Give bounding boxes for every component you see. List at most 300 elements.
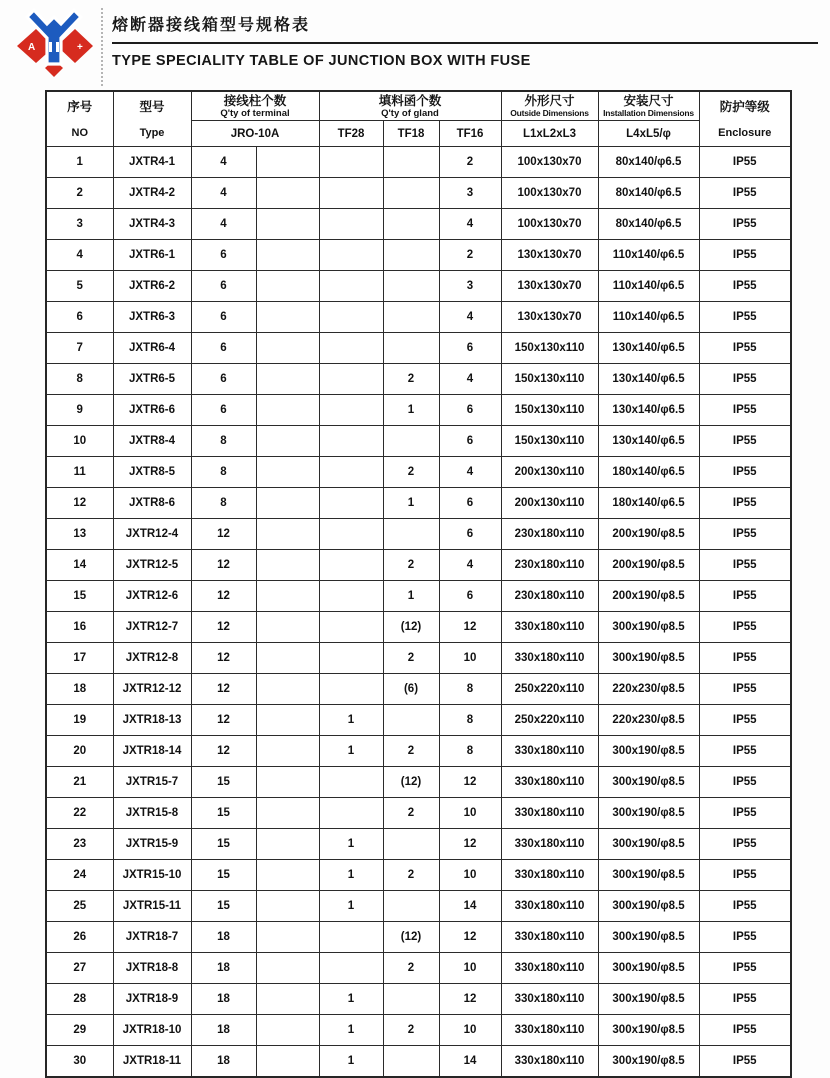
cell-gland-tf28 xyxy=(319,457,383,488)
cell-gland-tf16: 10 xyxy=(439,1015,501,1046)
cell-type: JXTR12-6 xyxy=(113,581,191,612)
cell-gland-tf18: 2 xyxy=(383,736,439,767)
cell-gland-tf28: 1 xyxy=(319,1046,383,1078)
cell-type: JXTR6-4 xyxy=(113,333,191,364)
cell-installation-dimensions: 130x140/φ6.5 xyxy=(598,333,699,364)
cell-gland-tf18: 1 xyxy=(383,395,439,426)
cell-installation-dimensions: 300x190/φ8.5 xyxy=(598,891,699,922)
cell-installation-dimensions: 300x190/φ8.5 xyxy=(598,643,699,674)
cell-gland-tf28 xyxy=(319,550,383,581)
table-header xyxy=(46,91,791,147)
cell-gland-tf16: 4 xyxy=(439,550,501,581)
cell-type: JXTR8-4 xyxy=(113,426,191,457)
cell-outside-dimensions: 330x180x110 xyxy=(501,860,598,891)
cell-installation-dimensions: 300x190/φ8.5 xyxy=(598,953,699,984)
cell-gland-tf16: 14 xyxy=(439,891,501,922)
cell-type: JXTR15-9 xyxy=(113,829,191,860)
cell-gland-tf18: 2 xyxy=(383,364,439,395)
cell-type: JXTR15-7 xyxy=(113,767,191,798)
cell-terminal-spare xyxy=(256,953,319,984)
header-outside-dim xyxy=(501,91,598,121)
cell-type: JXTR6-2 xyxy=(113,271,191,302)
cell-type: JXTR15-8 xyxy=(113,798,191,829)
cell-type: JXTR18-14 xyxy=(113,736,191,767)
cell-type: JXTR6-5 xyxy=(113,364,191,395)
cell-terminal-jro10a: 8 xyxy=(191,457,256,488)
cell-no: 20 xyxy=(46,736,113,767)
cell-terminal-jro10a: 6 xyxy=(191,240,256,271)
table-row xyxy=(46,333,791,364)
table-row xyxy=(46,271,791,302)
cell-outside-dimensions: 230x180x110 xyxy=(501,519,598,550)
cell-gland-tf16: 10 xyxy=(439,643,501,674)
page-title-english: TYPE SPECIALITY TABLE OF JUNCTION BOX WITH FUSE xyxy=(112,53,531,69)
cell-gland-tf28 xyxy=(319,333,383,364)
cell-installation-dimensions: 300x190/φ8.5 xyxy=(598,798,699,829)
cell-gland-tf28: 1 xyxy=(319,891,383,922)
cell-gland-tf16: 10 xyxy=(439,953,501,984)
cell-installation-dimensions: 300x190/φ8.5 xyxy=(598,1015,699,1046)
cell-type: JXTR4-2 xyxy=(113,178,191,209)
cell-type: JXTR12-4 xyxy=(113,519,191,550)
cell-gland-tf18: 2 xyxy=(383,953,439,984)
cell-gland-tf18 xyxy=(383,1046,439,1078)
cell-no: 25 xyxy=(46,891,113,922)
cell-terminal-spare xyxy=(256,674,319,705)
cell-gland-tf18 xyxy=(383,426,439,457)
cell-type: JXTR4-1 xyxy=(113,147,191,178)
cell-installation-dimensions: 80x140/φ6.5 xyxy=(598,178,699,209)
cell-terminal-jro10a: 6 xyxy=(191,333,256,364)
cell-gland-tf18: (6) xyxy=(383,674,439,705)
cell-gland-tf16: 6 xyxy=(439,519,501,550)
cell-enclosure: IP55 xyxy=(699,271,791,302)
cell-type: JXTR12-8 xyxy=(113,643,191,674)
cell-gland-tf16: 4 xyxy=(439,364,501,395)
cell-gland-tf28 xyxy=(319,178,383,209)
cell-enclosure: IP55 xyxy=(699,364,791,395)
cell-type: JXTR15-10 xyxy=(113,860,191,891)
cell-type: JXTR18-8 xyxy=(113,953,191,984)
table-row xyxy=(46,705,791,736)
cell-gland-tf16: 4 xyxy=(439,302,501,333)
cell-enclosure: IP55 xyxy=(699,581,791,612)
table-row xyxy=(46,550,791,581)
cell-type: JXTR6-6 xyxy=(113,395,191,426)
cell-type: JXTR6-3 xyxy=(113,302,191,333)
cell-gland-tf18: 2 xyxy=(383,860,439,891)
title-divider xyxy=(112,42,818,44)
table-row xyxy=(46,736,791,767)
cell-no: 12 xyxy=(46,488,113,519)
cell-terminal-spare xyxy=(256,519,319,550)
cell-gland-tf28 xyxy=(319,147,383,178)
cell-outside-dimensions: 130x130x70 xyxy=(501,271,598,302)
svg-text:A: A xyxy=(28,42,36,53)
table-row xyxy=(46,612,791,643)
table-row xyxy=(46,457,791,488)
cell-gland-tf16: 3 xyxy=(439,178,501,209)
header-type-zh: 型号 xyxy=(139,99,165,114)
cell-gland-tf18 xyxy=(383,333,439,364)
cell-enclosure: IP55 xyxy=(699,860,791,891)
cell-terminal-jro10a: 12 xyxy=(191,643,256,674)
cell-gland-tf16: 12 xyxy=(439,829,501,860)
cell-gland-tf16: 4 xyxy=(439,209,501,240)
cell-no: 21 xyxy=(46,767,113,798)
cell-terminal-spare xyxy=(256,829,319,860)
cell-outside-dimensions: 150x130x110 xyxy=(501,333,598,364)
cell-type: JXTR8-6 xyxy=(113,488,191,519)
cell-gland-tf16: 8 xyxy=(439,674,501,705)
cell-gland-tf28: 1 xyxy=(319,1015,383,1046)
cell-gland-tf18 xyxy=(383,209,439,240)
cell-outside-dimensions: 130x130x70 xyxy=(501,302,598,333)
cell-gland-tf28: 1 xyxy=(319,860,383,891)
cell-installation-dimensions: 110x140/φ6.5 xyxy=(598,302,699,333)
cell-terminal-jro10a: 18 xyxy=(191,1015,256,1046)
cell-installation-dimensions: 300x190/φ8.5 xyxy=(598,767,699,798)
table-row xyxy=(46,953,791,984)
cell-enclosure: IP55 xyxy=(699,953,791,984)
cell-terminal-jro10a: 8 xyxy=(191,488,256,519)
cell-terminal-spare xyxy=(256,364,319,395)
cell-gland-tf16: 12 xyxy=(439,922,501,953)
cell-enclosure: IP55 xyxy=(699,829,791,860)
cell-enclosure: IP55 xyxy=(699,736,791,767)
cell-type: JXTR12-7 xyxy=(113,612,191,643)
table-row xyxy=(46,240,791,271)
cell-enclosure: IP55 xyxy=(699,147,791,178)
cell-type: JXTR15-11 xyxy=(113,891,191,922)
cell-terminal-spare xyxy=(256,612,319,643)
cell-gland-tf28 xyxy=(319,426,383,457)
table-row xyxy=(46,519,791,550)
cell-enclosure: IP55 xyxy=(699,891,791,922)
cell-installation-dimensions: 130x140/φ6.5 xyxy=(598,364,699,395)
table-row xyxy=(46,891,791,922)
cell-no: 17 xyxy=(46,643,113,674)
cell-outside-dimensions: 330x180x110 xyxy=(501,922,598,953)
header-sub-tf28: TF28 xyxy=(319,121,383,147)
cell-gland-tf18 xyxy=(383,891,439,922)
cell-gland-tf28: 1 xyxy=(319,705,383,736)
header-sub-jro10a: JRO-10A xyxy=(191,121,319,147)
cell-terminal-spare xyxy=(256,240,319,271)
spec-table xyxy=(45,90,792,1078)
cell-terminal-jro10a: 6 xyxy=(191,364,256,395)
cell-outside-dimensions: 330x180x110 xyxy=(501,798,598,829)
header-enclosure-en: Enclosure xyxy=(718,126,772,139)
page-titlebar xyxy=(112,12,818,69)
cell-gland-tf18: 1 xyxy=(383,581,439,612)
table-row xyxy=(46,364,791,395)
cell-gland-tf18: (12) xyxy=(383,612,439,643)
cell-enclosure: IP55 xyxy=(699,1046,791,1078)
cell-installation-dimensions: 300x190/φ8.5 xyxy=(598,1046,699,1078)
cell-type: JXTR6-1 xyxy=(113,240,191,271)
header-type-en: Type xyxy=(139,126,165,139)
cell-gland-tf18: 2 xyxy=(383,798,439,829)
cell-gland-tf28: 1 xyxy=(319,736,383,767)
cell-gland-tf28 xyxy=(319,519,383,550)
cell-no: 24 xyxy=(46,860,113,891)
cell-outside-dimensions: 150x130x110 xyxy=(501,395,598,426)
cell-no: 29 xyxy=(46,1015,113,1046)
header-sub-l4l5: L4xL5/φ xyxy=(598,121,699,147)
cell-gland-tf18: (12) xyxy=(383,767,439,798)
cell-gland-tf28 xyxy=(319,271,383,302)
cell-enclosure: IP55 xyxy=(699,426,791,457)
table-row xyxy=(46,922,791,953)
cell-gland-tf16: 8 xyxy=(439,736,501,767)
cell-outside-dimensions: 330x180x110 xyxy=(501,643,598,674)
cell-enclosure: IP55 xyxy=(699,333,791,364)
cell-terminal-spare xyxy=(256,767,319,798)
cell-terminal-jro10a: 12 xyxy=(191,581,256,612)
cell-gland-tf18: 1 xyxy=(383,488,439,519)
cell-gland-tf28 xyxy=(319,209,383,240)
cell-terminal-spare xyxy=(256,302,319,333)
cell-no: 8 xyxy=(46,364,113,395)
cell-outside-dimensions: 100x130x70 xyxy=(501,178,598,209)
cell-terminal-spare xyxy=(256,705,319,736)
cell-gland-tf18 xyxy=(383,240,439,271)
cell-terminal-jro10a: 12 xyxy=(191,519,256,550)
header-terminal-en: Q'ty of terminal xyxy=(220,107,290,119)
cell-installation-dimensions: 110x140/φ6.5 xyxy=(598,271,699,302)
cell-installation-dimensions: 300x190/φ8.5 xyxy=(598,736,699,767)
cell-gland-tf16: 6 xyxy=(439,395,501,426)
cell-type: JXTR8-5 xyxy=(113,457,191,488)
cell-outside-dimensions: 200x130x110 xyxy=(501,457,598,488)
cell-gland-tf28 xyxy=(319,674,383,705)
cell-gland-tf16: 6 xyxy=(439,581,501,612)
cell-no: 9 xyxy=(46,395,113,426)
cell-gland-tf18: 2 xyxy=(383,457,439,488)
cell-no: 27 xyxy=(46,953,113,984)
cell-terminal-jro10a: 6 xyxy=(191,271,256,302)
header-outside-en: Outside Dimensions xyxy=(510,108,589,118)
cell-gland-tf16: 2 xyxy=(439,147,501,178)
cell-outside-dimensions: 100x130x70 xyxy=(501,147,598,178)
header-install-en: Installation Dimensions xyxy=(603,108,694,118)
header-enclosure xyxy=(699,91,791,147)
cell-type: JXTR12-12 xyxy=(113,674,191,705)
cell-terminal-jro10a: 12 xyxy=(191,550,256,581)
cell-type: JXTR18-10 xyxy=(113,1015,191,1046)
cell-no: 6 xyxy=(46,302,113,333)
cell-gland-tf16: 4 xyxy=(439,457,501,488)
cell-installation-dimensions: 80x140/φ6.5 xyxy=(598,147,699,178)
cell-outside-dimensions: 330x180x110 xyxy=(501,891,598,922)
cell-enclosure: IP55 xyxy=(699,519,791,550)
table-row xyxy=(46,767,791,798)
cell-terminal-spare xyxy=(256,550,319,581)
header-no xyxy=(46,91,113,147)
cell-no: 4 xyxy=(46,240,113,271)
cell-installation-dimensions: 130x140/φ6.5 xyxy=(598,426,699,457)
table-row xyxy=(46,395,791,426)
cell-no: 19 xyxy=(46,705,113,736)
header-install-zh: 安装尺寸 xyxy=(623,94,674,108)
cell-terminal-jro10a: 12 xyxy=(191,674,256,705)
cell-terminal-spare xyxy=(256,488,319,519)
cell-no: 3 xyxy=(46,209,113,240)
cell-outside-dimensions: 200x130x110 xyxy=(501,488,598,519)
cell-gland-tf28 xyxy=(319,302,383,333)
cell-outside-dimensions: 330x180x110 xyxy=(501,829,598,860)
cell-outside-dimensions: 330x180x110 xyxy=(501,612,598,643)
cell-outside-dimensions: 330x180x110 xyxy=(501,767,598,798)
header-gland-group xyxy=(319,91,501,121)
cell-gland-tf18 xyxy=(383,178,439,209)
cell-installation-dimensions: 300x190/φ8.5 xyxy=(598,922,699,953)
table-row xyxy=(46,674,791,705)
logo-separator xyxy=(101,8,103,86)
cell-gland-tf28 xyxy=(319,395,383,426)
cell-outside-dimensions: 230x180x110 xyxy=(501,581,598,612)
table-row xyxy=(46,488,791,519)
cell-gland-tf16: 8 xyxy=(439,705,501,736)
cell-gland-tf18 xyxy=(383,705,439,736)
cell-gland-tf18: (12) xyxy=(383,922,439,953)
table-row xyxy=(46,426,791,457)
cell-gland-tf16: 6 xyxy=(439,488,501,519)
cell-terminal-jro10a: 15 xyxy=(191,767,256,798)
cell-no: 7 xyxy=(46,333,113,364)
table-row xyxy=(46,178,791,209)
cell-terminal-spare xyxy=(256,333,319,364)
cell-terminal-jro10a: 18 xyxy=(191,953,256,984)
cell-installation-dimensions: 200x190/φ8.5 xyxy=(598,581,699,612)
header-install-dim xyxy=(598,91,699,121)
cell-terminal-jro10a: 8 xyxy=(191,426,256,457)
cell-terminal-jro10a: 15 xyxy=(191,829,256,860)
cell-gland-tf28 xyxy=(319,643,383,674)
cell-no: 11 xyxy=(46,457,113,488)
cell-outside-dimensions: 150x130x110 xyxy=(501,364,598,395)
cell-enclosure: IP55 xyxy=(699,178,791,209)
cell-terminal-spare xyxy=(256,271,319,302)
cell-installation-dimensions: 200x190/φ8.5 xyxy=(598,550,699,581)
cell-no: 14 xyxy=(46,550,113,581)
header-gland-zh: 填料函个数 xyxy=(378,93,442,108)
header-terminal-zh: 接线柱个数 xyxy=(223,93,287,108)
cell-gland-tf16: 2 xyxy=(439,240,501,271)
cell-gland-tf28 xyxy=(319,240,383,271)
cell-terminal-spare xyxy=(256,922,319,953)
cell-gland-tf16: 12 xyxy=(439,612,501,643)
cell-no: 26 xyxy=(46,922,113,953)
cell-no: 5 xyxy=(46,271,113,302)
cell-outside-dimensions: 330x180x110 xyxy=(501,1015,598,1046)
table-row xyxy=(46,302,791,333)
cell-installation-dimensions: 180x140/φ6.5 xyxy=(598,488,699,519)
cell-enclosure: IP55 xyxy=(699,240,791,271)
cell-enclosure: IP55 xyxy=(699,705,791,736)
cell-installation-dimensions: 80x140/φ6.5 xyxy=(598,209,699,240)
cell-terminal-jro10a: 18 xyxy=(191,984,256,1015)
cell-enclosure: IP55 xyxy=(699,984,791,1015)
cell-gland-tf18 xyxy=(383,302,439,333)
header-enclosure-zh: 防护等级 xyxy=(719,99,770,114)
cell-terminal-spare xyxy=(256,147,319,178)
cell-gland-tf28 xyxy=(319,364,383,395)
cell-gland-tf16: 10 xyxy=(439,798,501,829)
cell-no: 18 xyxy=(46,674,113,705)
header-gland-en: Q'ty of gland xyxy=(381,107,439,119)
cell-terminal-jro10a: 18 xyxy=(191,1046,256,1078)
cell-enclosure: IP55 xyxy=(699,643,791,674)
table-row xyxy=(46,147,791,178)
cell-outside-dimensions: 250x220x110 xyxy=(501,674,598,705)
cell-enclosure: IP55 xyxy=(699,209,791,240)
cell-gland-tf18: 2 xyxy=(383,1015,439,1046)
cell-terminal-jro10a: 15 xyxy=(191,860,256,891)
header-sub-tf16: TF16 xyxy=(439,121,501,147)
cell-gland-tf16: 10 xyxy=(439,860,501,891)
cell-enclosure: IP55 xyxy=(699,798,791,829)
cell-gland-tf18 xyxy=(383,829,439,860)
cell-terminal-spare xyxy=(256,395,319,426)
cell-gland-tf28 xyxy=(319,488,383,519)
cell-terminal-jro10a: 4 xyxy=(191,147,256,178)
cell-no: 13 xyxy=(46,519,113,550)
svg-text:+: + xyxy=(77,42,83,53)
cell-gland-tf16: 14 xyxy=(439,1046,501,1078)
cell-gland-tf16: 12 xyxy=(439,767,501,798)
cell-terminal-jro10a: 4 xyxy=(191,209,256,240)
table-row xyxy=(46,1015,791,1046)
cell-gland-tf28: 1 xyxy=(319,829,383,860)
cell-enclosure: IP55 xyxy=(699,767,791,798)
cell-terminal-jro10a: 15 xyxy=(191,798,256,829)
cell-gland-tf18: 2 xyxy=(383,643,439,674)
cell-terminal-jro10a: 12 xyxy=(191,612,256,643)
cell-gland-tf28 xyxy=(319,922,383,953)
cell-terminal-jro10a: 6 xyxy=(191,302,256,333)
cell-gland-tf28 xyxy=(319,612,383,643)
cell-outside-dimensions: 330x180x110 xyxy=(501,953,598,984)
cell-gland-tf16: 6 xyxy=(439,426,501,457)
cell-enclosure: IP55 xyxy=(699,488,791,519)
cell-enclosure: IP55 xyxy=(699,922,791,953)
cell-gland-tf18: 2 xyxy=(383,550,439,581)
cell-enclosure: IP55 xyxy=(699,302,791,333)
cell-installation-dimensions: 220x230/φ8.5 xyxy=(598,705,699,736)
table-body xyxy=(46,147,791,1078)
cell-no: 30 xyxy=(46,1046,113,1078)
cell-gland-tf18 xyxy=(383,519,439,550)
cell-installation-dimensions: 300x190/φ8.5 xyxy=(598,860,699,891)
cell-type: JXTR4-3 xyxy=(113,209,191,240)
cell-terminal-spare xyxy=(256,1015,319,1046)
cell-terminal-spare xyxy=(256,643,319,674)
cell-installation-dimensions: 300x190/φ8.5 xyxy=(598,984,699,1015)
cell-terminal-jro10a: 12 xyxy=(191,705,256,736)
cell-no: 15 xyxy=(46,581,113,612)
page-title-chinese: 熔断器接线箱型号规格表 xyxy=(112,17,311,34)
cell-outside-dimensions: 250x220x110 xyxy=(501,705,598,736)
cell-terminal-spare xyxy=(256,581,319,612)
header-sub-l1l2l3: L1xL2xL3 xyxy=(501,121,598,147)
cell-gland-tf16: 3 xyxy=(439,271,501,302)
cell-type: JXTR18-7 xyxy=(113,922,191,953)
cell-outside-dimensions: 330x180x110 xyxy=(501,984,598,1015)
cell-gland-tf28 xyxy=(319,798,383,829)
cell-type: JXTR18-13 xyxy=(113,705,191,736)
